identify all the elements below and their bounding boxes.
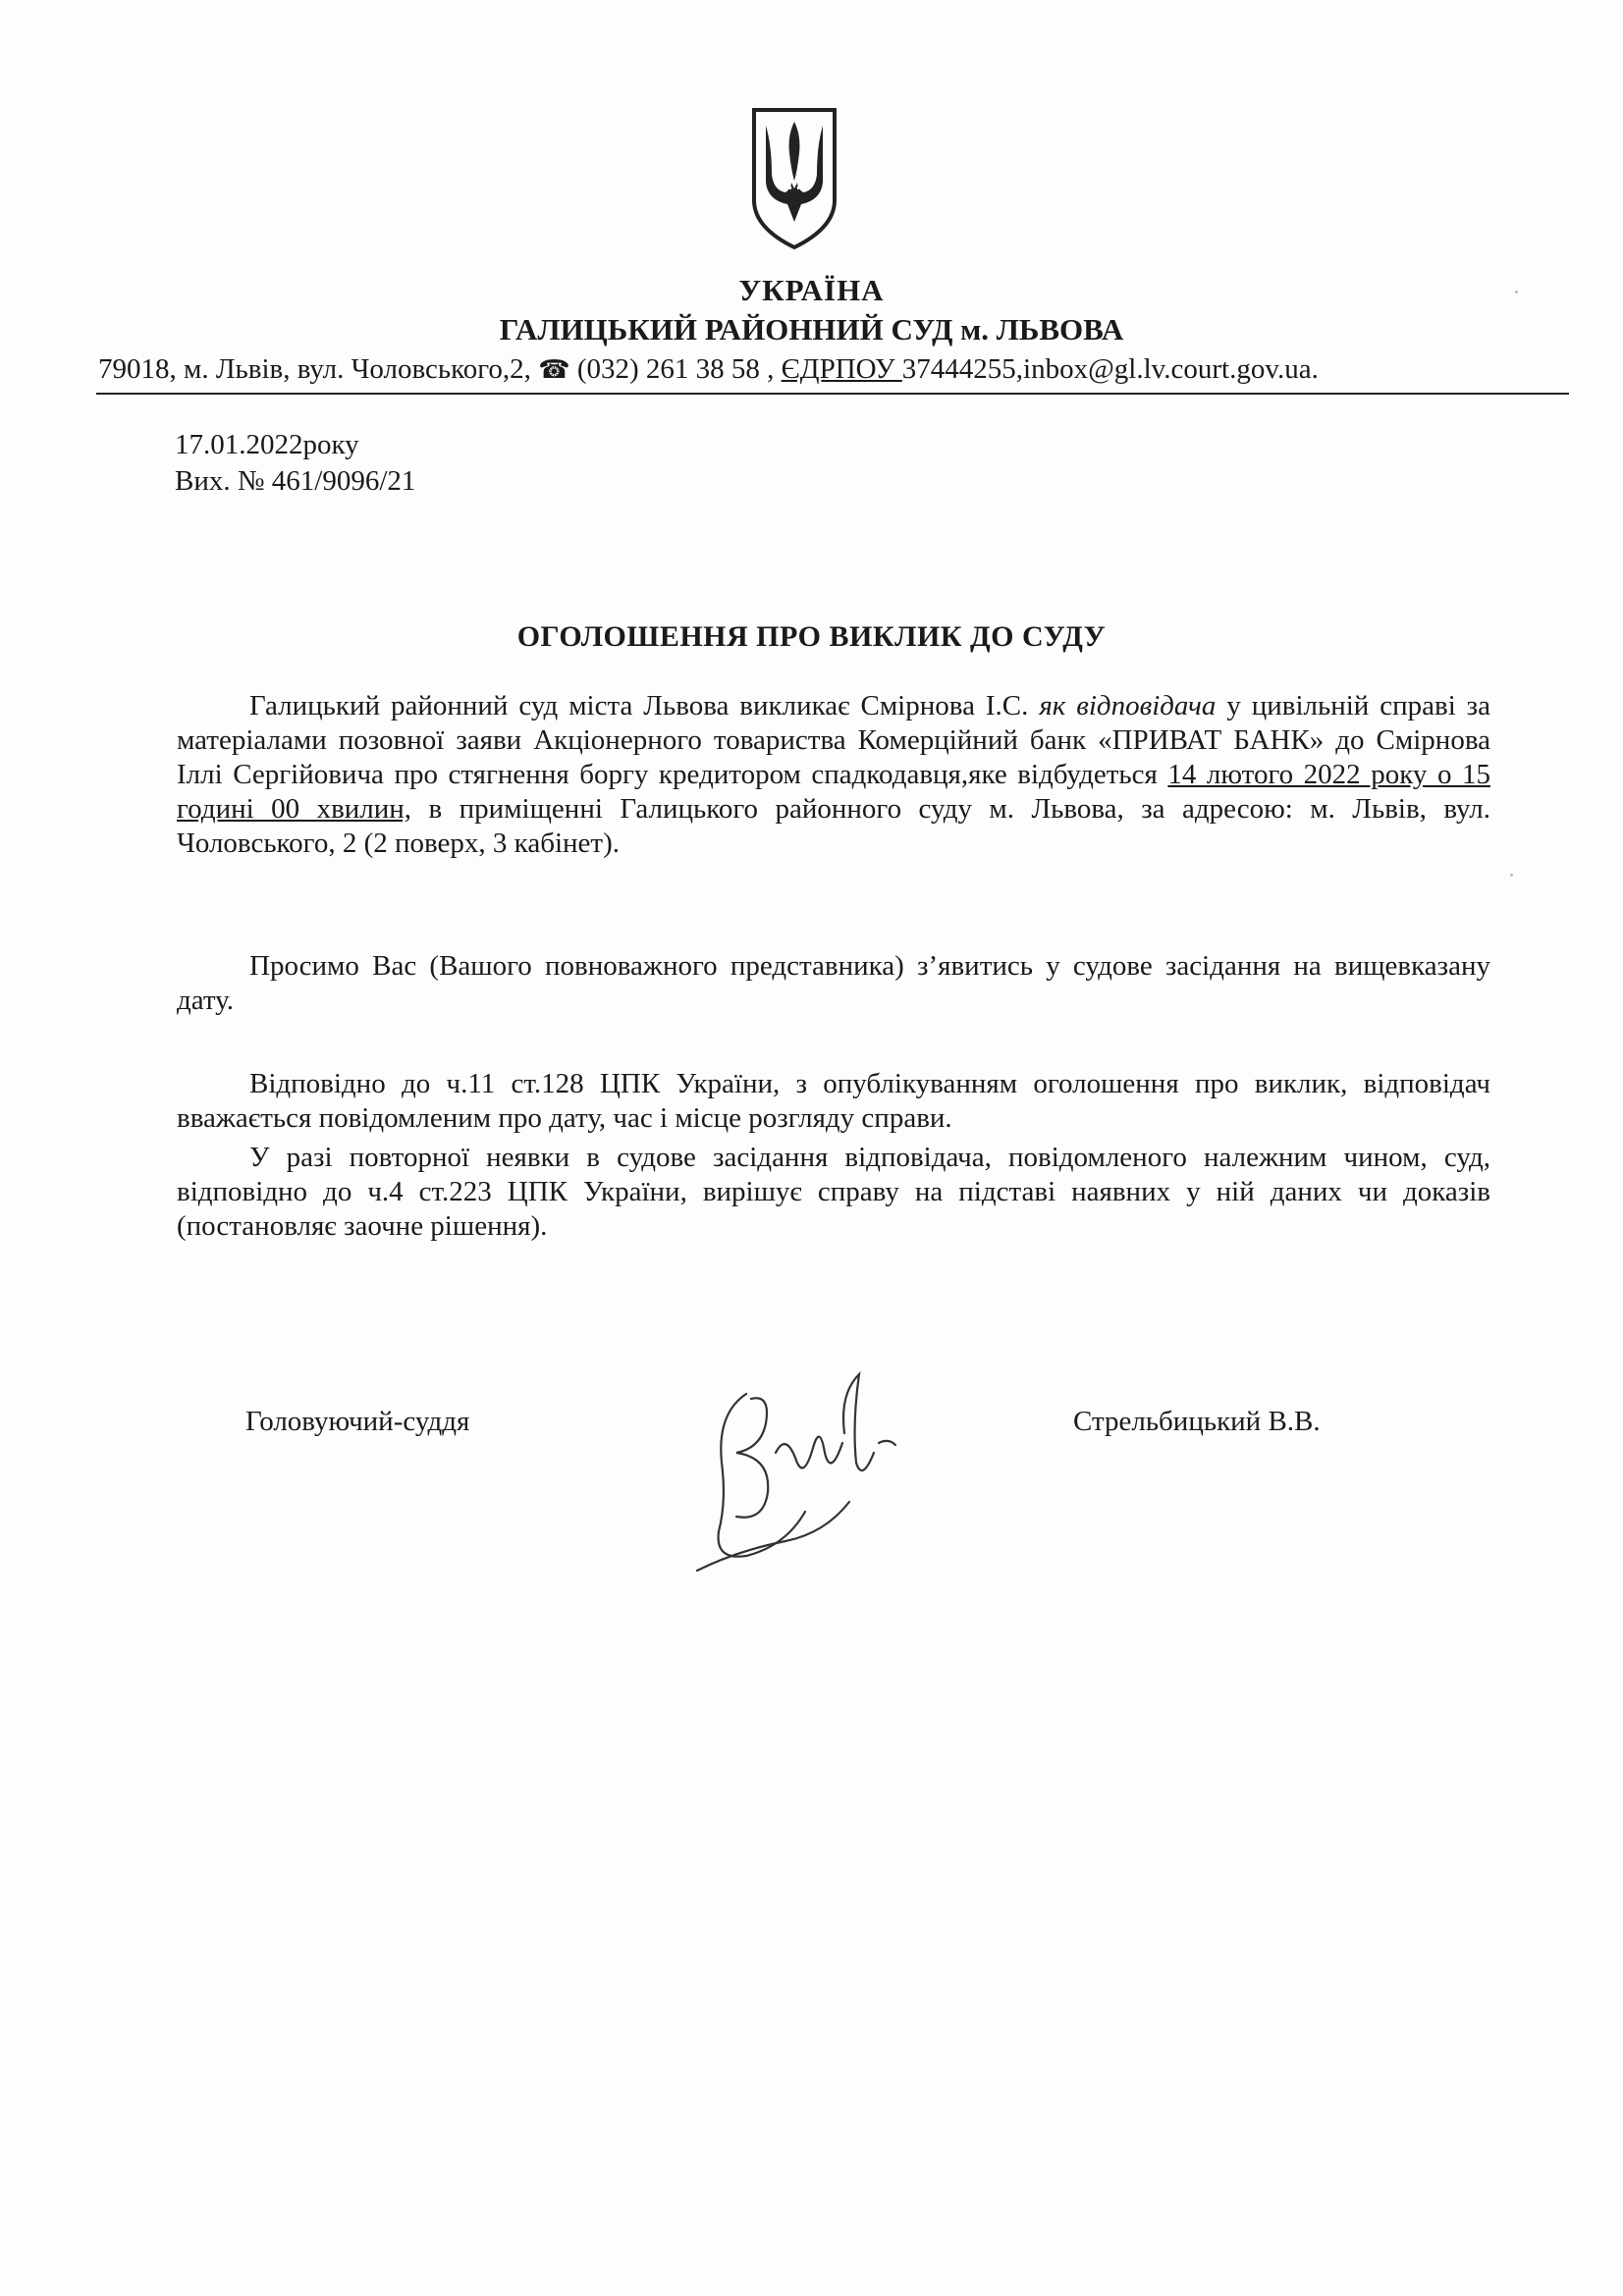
edrpou-and-email: 37444255,inbox@gl.lv.court.gov.ua.	[901, 353, 1319, 385]
scan-speck	[1515, 291, 1518, 294]
phone-number: (032) 261 38 58 ,	[576, 353, 775, 385]
edrpou-label: ЄДРПОУ	[781, 353, 902, 385]
paragraph-absence: У разі повторної неявки в судове засідання відповідача, повідомленого належним чином, суд, відповідно до ч.4 ст.223 ЦПК України, вирішує справу на підставі наявних у ній даних чи доказів (постановляє заочне рішення).	[177, 1142, 1490, 1242]
notice-title: ОГОЛОШЕННЯ ПРО ВИКЛИК ДО СУДУ	[516, 620, 1107, 653]
hearing-datetime: 14 лютого 2022 року о 15 годині 00 хвилин,	[177, 759, 1490, 825]
document-date: 17.01.2022року	[175, 429, 359, 460]
tryzub-emblem-icon	[748, 106, 840, 251]
paragraph-notification: Відповідно до ч.11 ст.128 ЦПК України, з опублікуванням оголошення про виклик, відповідач вважається повідомленим про дату, час і місце розгляду справи.	[177, 1068, 1490, 1134]
address-text: 79018, м. Львів, вул. Чоловського,2,	[98, 353, 531, 385]
paragraph-summons: Галицький районний суд міста Львова викликає Смірнова І.С. як відповідача у цивільній справі за матеріалами позовної заяви Акціонерного товариства Комерційний банк «ПРИВАТ БАНК» до Смірнова Іллі Сергійовича про стягнення боргу кредитором спадкодавця,яке відбудеться 14 лютого 2022 року о 15 годині 00 хвилин, в приміщенні Галицького районного суду м. Львова, за адресою: м. Львів, вул. Чоловського, 2 (2 поверх, 3 кабінет).	[177, 690, 1491, 859]
italic-role: як відповідача	[1039, 690, 1217, 721]
court-name-heading: ГАЛИЦЬКИЙ РАЙОННИЙ СУД м. ЛЬВОВА	[499, 312, 1124, 347]
outgoing-number: Вих. № 461/9096/21	[175, 465, 416, 497]
judge-signature	[677, 1355, 913, 1590]
header-divider	[96, 393, 1569, 395]
paragraph-request: Просимо Вас (Вашого повноважного представника) з’явитись у судове засідання на вищевказану дату.	[177, 950, 1490, 1016]
judge-name: Стрельбицький В.В.	[1073, 1406, 1321, 1437]
court-address-line	[98, 353, 1571, 390]
phone-icon: ☎	[538, 355, 570, 384]
presiding-judge-label: Головуючий-суддя	[245, 1406, 470, 1437]
scan-speck	[1510, 874, 1513, 877]
country-heading: УКРАЇНА	[738, 273, 885, 307]
